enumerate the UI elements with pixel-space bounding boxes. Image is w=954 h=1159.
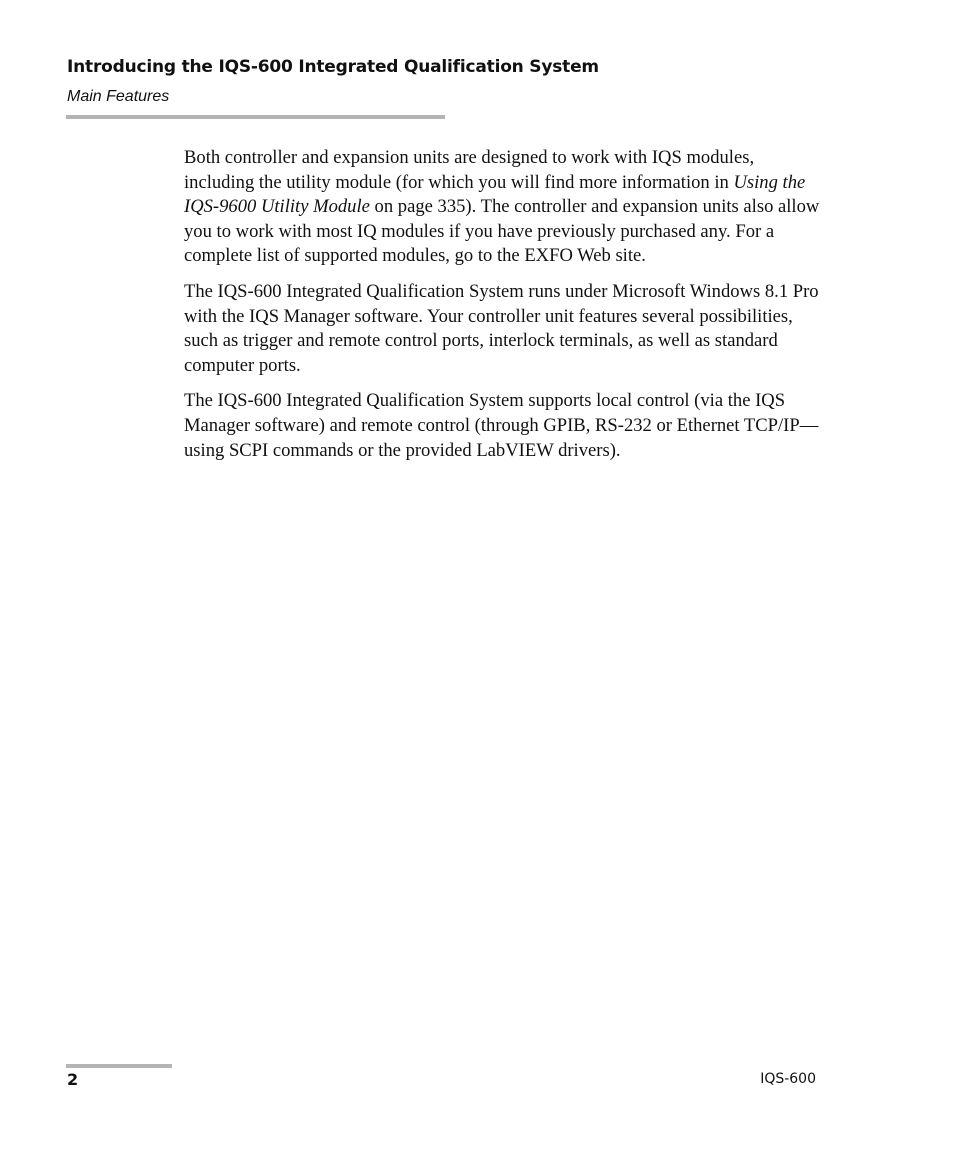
paragraph-modules-text-end: on page 335). The controller and expansion units also allow you to work with most IQ modules if you have previously purchased any. For a complete list of supported modules, go to the EXFO Web site.	[184, 196, 820, 267]
chapter-title: Introducing the IQS-600 Integrated Qualification System	[67, 57, 599, 77]
page-number: 2	[67, 1070, 79, 1089]
header-divider	[66, 115, 445, 119]
paragraph-modules-text-start: Both controller and expansion units are designed to work with IQS modules, including the utility module (for which you will find more information in	[184, 147, 755, 193]
footer-divider	[66, 1064, 172, 1068]
main-content	[184, 146, 824, 474]
footer-product-name: IQS-600	[760, 1071, 816, 1087]
paragraph-modules	[184, 146, 824, 269]
paragraph-control: The IQS-600 Integrated Qualification System supports local control (via the IQS Manager software) and remote control (through GPIB, RS-232 or Ethernet TCP/IP—using SCPI commands or the provided LabVIEW drivers).	[184, 390, 819, 461]
section-subtitle: Main Features	[67, 88, 170, 105]
utility-module-reference-link[interactable]: Using the IQS-9600 Utility Module	[184, 171, 806, 218]
paragraph-software: The IQS-600 Integrated Qualification System runs under Microsoft Windows 8.1 Pro with the IQS Manager software. Your controller unit features several possibilities, such as trigger and remote control ports, interlock terminals, as well as standard computer ports.	[184, 280, 819, 376]
